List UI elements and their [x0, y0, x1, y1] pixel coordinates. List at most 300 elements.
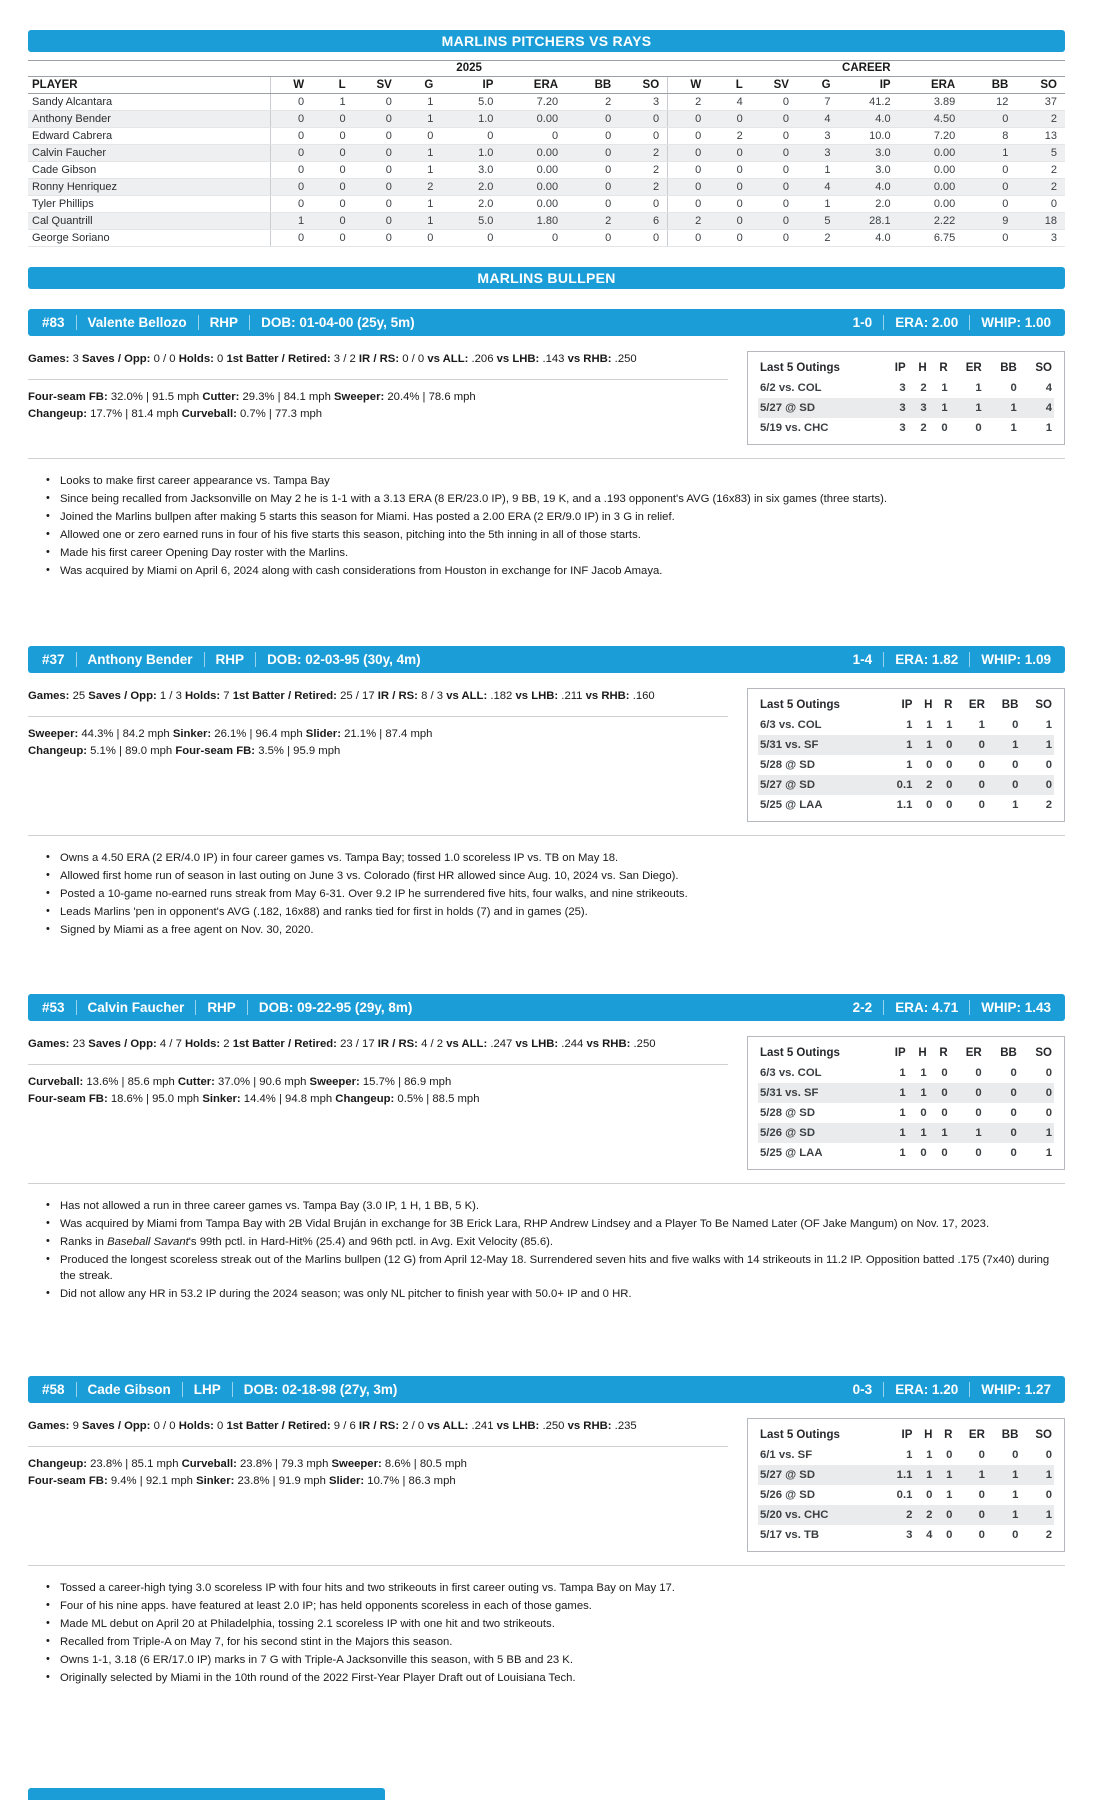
outings-column-header: BB	[1001, 699, 1019, 711]
outing-stat: 1	[978, 1469, 985, 1481]
outings-column-header: H	[924, 699, 933, 711]
stat-label: Changeup:	[28, 745, 87, 757]
outing-opponent: 6/3 vs. COL	[760, 1067, 822, 1079]
group-header: CAREER	[668, 61, 1065, 77]
stat-value: 44.3% | 84.2 mph	[78, 727, 173, 740]
stat-column-header: IP	[839, 77, 899, 94]
stat-cell: 4	[797, 111, 839, 128]
stat-cell: 0	[312, 196, 354, 213]
player-name-cell: Anthony Bender	[28, 111, 271, 128]
stat-value: 9 / 6	[330, 1420, 359, 1432]
outing-stat: 1	[978, 719, 985, 731]
outing-opponent: 5/20 vs. CHC	[760, 1509, 829, 1521]
outings-title: Last 5 Outings	[760, 1047, 840, 1059]
outing-stat: 1	[1010, 422, 1017, 434]
pitcher-era: ERA: 4.71	[895, 1000, 959, 1015]
stat-cell: 0	[271, 179, 313, 196]
outing-stat: 1	[1012, 799, 1019, 811]
player-name-cell: Cal Quantrill	[28, 213, 271, 230]
outing-stat: 0.1	[896, 1489, 913, 1501]
stat-value: 23.8% | 91.9 mph	[234, 1475, 329, 1487]
table-row	[28, 145, 1065, 162]
outings-column-header: ER	[965, 362, 982, 374]
outing-stat: 1	[899, 1067, 906, 1079]
bullets-divider	[28, 458, 1065, 459]
header-separator	[969, 1000, 970, 1015]
outings-title: Last 5 Outings	[760, 1429, 840, 1441]
outing-stat: 4	[1045, 402, 1052, 414]
stat-cell: 1	[271, 213, 313, 230]
pitcher-body	[28, 688, 1065, 822]
outing-stat: 1	[926, 1469, 933, 1481]
outings-column-header: ER	[965, 1047, 982, 1059]
outing-row	[758, 1485, 1054, 1505]
outing-stat: 0	[978, 739, 985, 751]
outing-stat: 0.1	[896, 779, 913, 791]
stat-cell: 2	[566, 213, 619, 230]
stat-cell: 9	[963, 213, 1016, 230]
outing-opponent: 5/25 @ LAA	[760, 799, 823, 811]
outings-column-header: R	[944, 699, 953, 711]
header-separator	[182, 1382, 183, 1397]
outing-row	[758, 1505, 1054, 1525]
outing-stat: 1	[920, 1127, 927, 1139]
outing-stat: 0	[920, 1107, 927, 1119]
outing-stat: 1	[906, 759, 913, 771]
outing-stat: 1	[899, 1107, 906, 1119]
outing-row	[758, 398, 1054, 418]
jersey-number: #53	[42, 1000, 65, 1015]
stat-label: Slider:	[329, 1475, 365, 1487]
stat-value: 0 / 0	[150, 353, 179, 365]
pitcher-stats-column	[28, 1036, 728, 1109]
stat-label: vs RHB:	[567, 1420, 612, 1432]
header-separator	[249, 315, 250, 330]
header-separator	[195, 1000, 196, 1015]
header-separator	[198, 315, 199, 330]
pitcher-section	[28, 994, 1065, 1376]
outings-body	[758, 1063, 1054, 1163]
pitcher-whip: WHIP: 1.00	[981, 315, 1051, 330]
stat-value: .247	[487, 1038, 516, 1050]
outings-body	[758, 378, 1054, 438]
stat-cell: 3.0	[441, 162, 501, 179]
pitcher-note: • Signed by Miami as a free agent on Nov. 30, 2020.	[28, 922, 1065, 938]
table-row	[28, 111, 1065, 128]
note-segment: Baseball Savant	[107, 1236, 189, 1249]
pitcher-body	[28, 351, 1065, 445]
outing-stat: 2	[906, 1509, 913, 1521]
outings-title: Last 5 Outings	[760, 362, 840, 374]
stat-label: Saves / Opp:	[88, 690, 157, 702]
stat-label: vs RHB:	[567, 353, 612, 365]
stat-value: 10.7% | 86.3 mph	[364, 1475, 456, 1487]
header-separator	[969, 652, 970, 667]
stat-cell: 0	[354, 179, 400, 196]
pitcher-note: • Since being recalled from Jacksonville on May 2 he is 1-1 with a 3.13 ERA (8 ER/23.0 IP), 9 BB, 19 K, and a .193 opponent's AVG (16x83) in six games (three starts).	[28, 491, 1065, 507]
stat-value: 0 / 0	[150, 1420, 179, 1432]
stat-cell: 0	[709, 162, 751, 179]
stat-cell: 7.20	[501, 94, 566, 111]
stat-label: Holds:	[185, 1038, 221, 1050]
stat-cell: 0	[312, 145, 354, 162]
outing-stat: 0	[941, 1107, 948, 1119]
stat-cell: 6	[619, 213, 667, 230]
outing-opponent: 5/26 @ SD	[760, 1127, 815, 1139]
group-header: 2025	[271, 61, 668, 77]
pitcher-note: • Owns a 4.50 ERA (2 ER/4.0 IP) in four career games vs. Tampa Bay; tossed 1.0 scoreless IP vs. TB on May 18.	[28, 850, 1065, 866]
stat-cell: 2	[1016, 179, 1065, 196]
stat-cell: 0	[963, 162, 1016, 179]
stat-label: Changeup:	[28, 408, 87, 420]
outings-header-row	[758, 1043, 1054, 1063]
stat-label: Sinker:	[196, 1475, 235, 1487]
stat-cell: 0	[501, 128, 566, 145]
stat-label: Cutter:	[202, 390, 240, 403]
outing-opponent: 6/3 vs. COL	[760, 719, 822, 731]
stat-value: 0	[213, 353, 227, 365]
stat-cell: 0	[312, 213, 354, 230]
stat-cell: 0.00	[501, 162, 566, 179]
stat-cell: 5.0	[441, 94, 501, 111]
outing-stat: 1	[1045, 739, 1052, 751]
stat-cell: 3	[1016, 230, 1065, 247]
stat-cell: 2	[668, 94, 710, 111]
outing-stat: 0	[1010, 1127, 1017, 1139]
stat-cell: 0	[963, 230, 1016, 247]
player-name-cell: George Soriano	[28, 230, 271, 247]
stat-label: Sweeper:	[309, 1075, 360, 1088]
last-5-outings-box	[747, 1418, 1065, 1552]
stat-cell: 0	[566, 162, 619, 179]
outing-stat: 0	[1045, 1067, 1052, 1079]
stat-label: vs ALL:	[446, 690, 488, 702]
stat-cell: 0	[751, 230, 797, 247]
stat-value: .250	[630, 1038, 656, 1050]
pitcher-whip: WHIP: 1.09	[981, 652, 1051, 667]
outing-stat: 0	[946, 799, 953, 811]
stat-cell: 37	[1016, 94, 1065, 111]
stat-label: Cutter:	[177, 1075, 215, 1088]
outing-row	[758, 1083, 1054, 1103]
stat-value: 0.5% | 88.5 mph	[394, 1093, 480, 1105]
pitcher-note: • Made his first career Opening Day roster with the Marlins.	[28, 545, 1065, 561]
outing-stat: 0	[975, 1147, 982, 1159]
player-name-cell: Cade Gibson	[28, 162, 271, 179]
header-separator	[883, 652, 884, 667]
stat-label: Four-seam FB:	[28, 1093, 108, 1105]
stat-cell: 0	[271, 162, 313, 179]
stat-cell: 3	[797, 128, 839, 145]
stat-cell: 3	[619, 94, 667, 111]
stat-cell: 0.00	[501, 179, 566, 196]
outings-column-header: SO	[1035, 1047, 1052, 1059]
stat-label: Slider:	[305, 727, 341, 740]
pitcher-era: ERA: 1.82	[895, 652, 959, 667]
outings-header-row	[758, 358, 1054, 378]
pitcher-section	[28, 1376, 1065, 1758]
outings-column-header: IP	[894, 1047, 906, 1059]
stat-label: Saves / Opp:	[88, 1038, 157, 1050]
stat-label: Curveball:	[181, 408, 237, 420]
outing-opponent: 5/31 vs. SF	[760, 739, 819, 751]
stat-cell: 0	[709, 179, 751, 196]
outing-stat: 1	[899, 1147, 906, 1159]
stat-cell: 4	[709, 94, 751, 111]
stat-value: .235	[611, 1420, 637, 1432]
outing-stat: 0	[946, 1449, 953, 1461]
outings-column-header: SO	[1035, 699, 1052, 711]
stat-cell: 0	[668, 196, 710, 213]
pitcher-hand: RHP	[209, 315, 239, 330]
stat-cell: 0	[709, 213, 751, 230]
stat-value: 15.7% | 86.9 mph	[359, 1075, 452, 1088]
stat-cell: 2	[619, 162, 667, 179]
outings-title: Last 5 Outings	[760, 699, 840, 711]
stat-label: IR / RS:	[358, 1420, 400, 1432]
outing-stat: 0	[978, 1529, 985, 1541]
stat-cell: 0	[709, 111, 751, 128]
pitcher-header-left	[42, 315, 415, 330]
outing-stat: 0	[1012, 759, 1019, 771]
header-separator	[76, 1382, 77, 1397]
stat-cell: 0	[354, 111, 400, 128]
pitcher-hand: RHP	[207, 1000, 236, 1015]
stat-label: 1st Batter / Retired:	[226, 353, 331, 365]
outing-stat: 4	[1045, 382, 1052, 394]
stat-label: 1st Batter / Retired:	[226, 1420, 331, 1432]
stat-value: 2 / 0	[399, 1420, 428, 1432]
pitcher-dob: DOB: 09-22-95 (29y, 8m)	[258, 1000, 413, 1015]
outing-stat: 0	[1045, 1107, 1052, 1119]
stat-cell: 0	[354, 213, 400, 230]
stat-cell: 7.20	[899, 128, 964, 145]
stat-cell: 2.0	[441, 179, 501, 196]
outing-row	[758, 795, 1054, 815]
outings-column-header: H	[924, 1429, 933, 1441]
outing-stat: 1	[1010, 402, 1017, 414]
stat-cell: 0	[566, 196, 619, 213]
outing-stat: 1	[975, 1127, 982, 1139]
stat-cell: 0	[1016, 196, 1065, 213]
outing-stat: 1	[975, 402, 982, 414]
stat-cell: 0.00	[501, 145, 566, 162]
stat-cell: 1	[963, 145, 1016, 162]
header-separator	[247, 1000, 248, 1015]
stat-label: Curveball:	[181, 1457, 237, 1470]
pitcher-name: Anthony Bender	[87, 652, 193, 667]
last-5-outings-box	[747, 688, 1065, 822]
stat-cell: 0	[566, 179, 619, 196]
stat-value: .211	[558, 690, 586, 702]
stat-label: 1st Batter / Retired:	[232, 1038, 337, 1050]
outing-stat: 0	[946, 779, 953, 791]
stat-value: .250	[539, 1420, 568, 1432]
stat-value: .160	[629, 690, 655, 702]
outings-head	[758, 358, 1054, 378]
stat-cell: 0	[312, 162, 354, 179]
stat-value: 2	[220, 1038, 233, 1050]
stat-cell: 0	[668, 162, 710, 179]
stat-label: vs ALL:	[446, 1038, 488, 1050]
outing-stat: 0	[946, 1529, 953, 1541]
stat-value: 13.6% | 85.6 mph	[83, 1075, 178, 1088]
stat-cell: 0	[271, 230, 313, 247]
jersey-number: #83	[42, 315, 65, 330]
outing-stat: 0	[920, 1147, 927, 1159]
stat-label: vs LHB:	[515, 1038, 559, 1050]
stat-cell: 0	[354, 94, 400, 111]
stat-cell: 12	[963, 94, 1016, 111]
column-header-row	[28, 77, 1065, 94]
stat-cell: 1	[400, 94, 442, 111]
stat-value: 0 / 0	[399, 353, 428, 365]
stat-cell: 1	[400, 145, 442, 162]
stat-value: 3	[69, 353, 83, 365]
stat-cell: 0	[271, 111, 313, 128]
stat-label: Sweeper:	[28, 727, 79, 740]
stat-value: .206	[468, 353, 497, 365]
outing-stat: 1	[941, 402, 948, 414]
pitcher-header-right	[853, 1382, 1051, 1397]
stat-label: Sinker:	[202, 1093, 241, 1105]
stat-value: .182	[487, 690, 516, 702]
pitcher-note: • Owns 1-1, 3.18 (6 ER/17.0 IP) marks in 7 G with Triple-A Jacksonville this season, with 5 BB and 23 K.	[28, 1652, 1065, 1668]
outing-row	[758, 1063, 1054, 1083]
stat-cell: 1	[400, 111, 442, 128]
stat-label: Games:	[28, 690, 70, 702]
group-header-row	[28, 61, 1065, 77]
outings-column-header: SO	[1035, 1429, 1052, 1441]
outing-row	[758, 775, 1054, 795]
stat-cell: 0	[751, 94, 797, 111]
pitcher-dob: DOB: 01-04-00 (25y, 5m)	[261, 315, 415, 330]
stat-column-header: BB	[963, 77, 1016, 94]
stat-value: 32.0% | 91.5 mph	[107, 390, 203, 403]
stat-cell: 0	[751, 179, 797, 196]
stat-cell: 2	[400, 179, 442, 196]
outing-stat: 4	[926, 1529, 933, 1541]
pitch-mix-lines	[28, 1074, 728, 1109]
outing-row	[758, 1143, 1054, 1163]
stat-cell: 8	[963, 128, 1016, 145]
stat-value: 9	[69, 1420, 83, 1432]
outing-opponent: 5/25 @ LAA	[760, 1147, 823, 1159]
stat-cell: 18	[1016, 213, 1065, 230]
outing-stat: 0	[946, 759, 953, 771]
stat-cell: 0	[312, 179, 354, 196]
pitcher-note: • Four of his nine apps. have featured at least 2.0 IP; has held opponents scoreless in each of those games.	[28, 1598, 1065, 1614]
outing-stat: 0	[1045, 1087, 1052, 1099]
player-name-cell: Calvin Faucher	[28, 145, 271, 162]
table-row	[28, 213, 1065, 230]
outing-stat: 0	[978, 779, 985, 791]
pitchers-vs-rays-banner: MARLINS PITCHERS VS RAYS	[28, 30, 1065, 52]
pitcher-section	[28, 646, 1065, 994]
stat-cell: 0	[312, 128, 354, 145]
outing-stat: 2	[920, 422, 927, 434]
stat-cell: 1	[400, 213, 442, 230]
stat-value: .250	[611, 353, 637, 365]
last-5-outings-box	[747, 1036, 1065, 1170]
stat-cell: 0	[271, 196, 313, 213]
outings-head	[758, 1043, 1054, 1063]
outings-column-header: IP	[901, 1429, 913, 1441]
stat-label: Sweeper:	[334, 390, 385, 403]
stat-cell: 2	[1016, 111, 1065, 128]
pitcher-record: 1-0	[852, 315, 873, 330]
outing-stat: 1	[926, 739, 933, 751]
pitcher-note: • Joined the Marlins bullpen after making 5 starts this season for Miami. Has posted a 2.00 ERA (2 ER/9.0 IP) in 3 G in relief.	[28, 509, 1065, 525]
outing-stat: 0	[978, 759, 985, 771]
pitcher-name: Valente Bellozo	[87, 315, 187, 330]
pitcher-body	[28, 1036, 1065, 1170]
outing-stat: 0	[941, 422, 948, 434]
stat-column-header: G	[400, 77, 442, 94]
last-5-outings-table	[758, 1043, 1054, 1163]
outing-stat: 0	[926, 759, 933, 771]
outing-stat: 1	[906, 719, 913, 731]
stat-value: 23.8% | 85.1 mph	[87, 1457, 182, 1470]
stat-value: 0	[213, 1420, 227, 1432]
stat-label: Sinker:	[172, 727, 212, 740]
outings-body	[758, 715, 1054, 815]
header-separator	[76, 652, 77, 667]
pitcher-body	[28, 1418, 1065, 1552]
table-row	[28, 230, 1065, 247]
stat-cell: 0.00	[899, 196, 964, 213]
stat-label: Changeup:	[28, 1457, 87, 1470]
group-header-spacer	[28, 61, 271, 77]
outing-stat: 1	[946, 719, 953, 731]
pitcher-note: • Originally selected by Miami in the 10th round of the 2022 First-Year Player Draft out of Louisiana Tech.	[28, 1670, 1065, 1686]
pitcher-note: • Produced the longest scoreless streak out of the Marlins bullpen (12 G) from April 12-May 18. Surrendered seven hits and five walks with 14 strikeouts in 11.2 IP. Opposition batted .175 (7x40) during the streak.	[28, 1252, 1065, 1284]
stat-label: Four-seam FB:	[28, 1475, 108, 1487]
pitcher-note: • Tossed a career-high tying 3.0 scoreless IP with four hits and two strikeouts in first career outing vs. Tampa Bay on May 17.	[28, 1580, 1065, 1596]
stat-column-header: ERA	[501, 77, 566, 94]
pitcher-record: 1-4	[852, 652, 873, 667]
stat-cell: 0	[312, 230, 354, 247]
stat-label: IR / RS:	[377, 690, 418, 702]
jersey-number: #58	[42, 1382, 65, 1397]
table-row	[28, 196, 1065, 213]
stat-label: Games:	[28, 353, 70, 365]
pitcher-note: • Leads Marlins 'pen in opponent's AVG (.182, 16x88) and ranks tied for first in holds (7) and in games (25).	[28, 904, 1065, 920]
stat-cell: 0	[668, 145, 710, 162]
stat-label: Games:	[28, 1420, 70, 1432]
stat-divider	[28, 1064, 728, 1065]
pitcher-note	[28, 1234, 1065, 1250]
stat-value: 4 / 2	[417, 1038, 447, 1050]
stat-cell: 2	[619, 179, 667, 196]
outing-stat: 1	[1045, 719, 1052, 731]
outing-stat: 1	[899, 1087, 906, 1099]
outings-column-header: IP	[901, 699, 913, 711]
outing-opponent: 5/27 @ SD	[760, 779, 815, 791]
stat-value: 17.7% | 81.4 mph	[87, 408, 182, 420]
stat-cell: 0	[619, 196, 667, 213]
outing-row	[758, 735, 1054, 755]
stat-cell: 0	[354, 230, 400, 247]
player-column-header: PLAYER	[28, 77, 271, 94]
stat-value: .244	[558, 1038, 587, 1050]
pitcher-hand: LHP	[193, 1382, 221, 1397]
stat-cell: 0	[271, 145, 313, 162]
stat-value: 21.1% | 87.4 mph	[340, 727, 433, 740]
outing-stat: 3	[899, 382, 906, 394]
stat-cell: 0	[668, 128, 710, 145]
stat-divider	[28, 1446, 728, 1447]
